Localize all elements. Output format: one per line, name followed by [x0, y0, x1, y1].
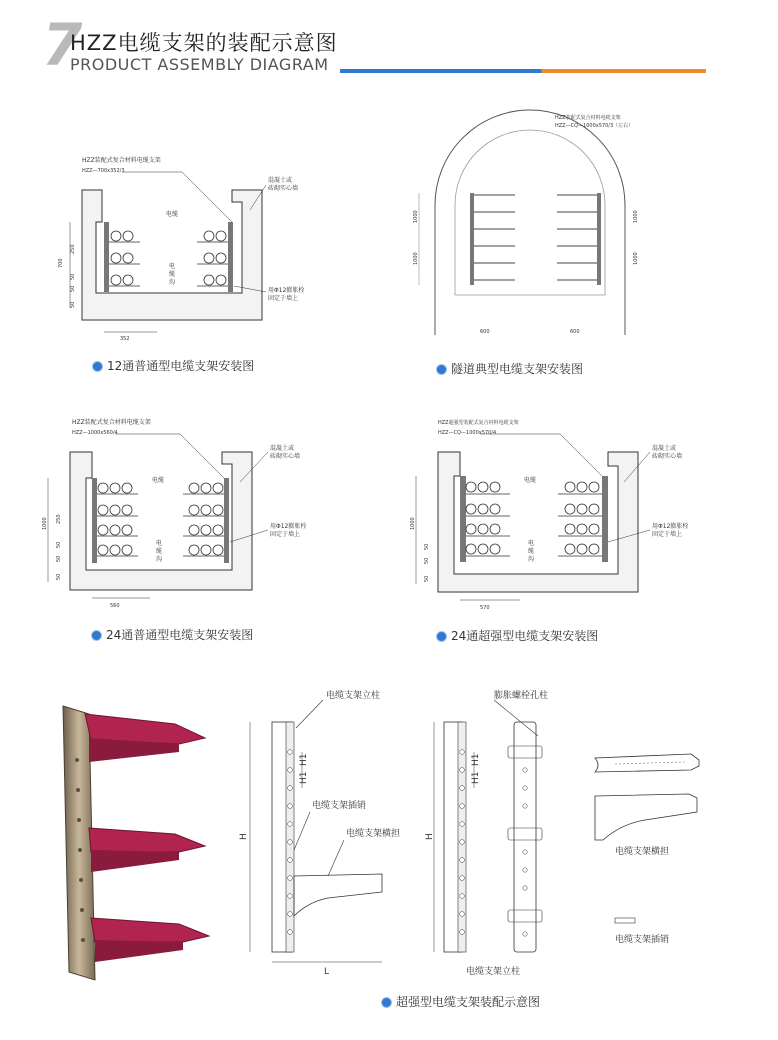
fig3-dim-w: 560: [110, 603, 120, 609]
fig4-caption: [437, 627, 598, 644]
fig4-product: HZZ超强型装配式复合材料电缆支架: [438, 420, 519, 426]
fig2-caption-text: 隧道典型电缆支架安装图: [451, 362, 584, 376]
fig3-dim-c: 50: [56, 555, 62, 562]
fig4-bolt-2: 固定于墙上: [652, 531, 683, 538]
assembly-pin-icon: [615, 918, 635, 923]
fig1-caption: [93, 357, 254, 374]
fig3-right-column: [224, 478, 229, 563]
assembly-arm-side: [595, 794, 697, 840]
page-number: 7: [42, 11, 83, 79]
page-subtitle: PRODUCT ASSEMBLY DIAGRAM: [70, 55, 329, 74]
fig1-diagram: [52, 150, 305, 350]
fig1-wall-1: 混凝土或: [268, 177, 293, 184]
fig1-dim-c: 50: [70, 285, 76, 292]
fig4-trench-3: 沟: [528, 556, 535, 563]
assembly-drawing-3: [585, 740, 715, 950]
fig4-caption-text: 24通超强型电缆支架安装图: [451, 629, 599, 643]
assembly-pin-label-2: 电缆支架插销: [615, 935, 670, 945]
fig3-model: HZZ—1000x560/4: [72, 430, 118, 436]
fig3-dim-a: 250: [56, 514, 62, 524]
fig1-right-column: [228, 222, 233, 292]
fig1-dim-a: 250: [70, 244, 76, 254]
fig3-caption-text: 24通普通型电缆支架安装图: [106, 628, 254, 642]
fig1-product: HZZ装配式复合材料电缆支架: [82, 157, 161, 164]
assembly-h2: H: [425, 833, 435, 840]
fig3-right-cables: [183, 483, 224, 556]
fig3-product: HZZ装配式复合材料电缆支架: [72, 419, 151, 426]
fig1-dim-h: 700: [58, 258, 64, 268]
fig2-product: HZZ装配式复合材料电缆支架: [555, 115, 621, 121]
fig3-diagram: [40, 412, 310, 617]
assembly-h1-b: H1: [299, 771, 309, 784]
fig1-trench-3: 沟: [169, 279, 176, 286]
assembly-l: L: [324, 967, 330, 977]
fig3-wall-1: 混凝土或: [270, 445, 295, 452]
assembly-column-label: 电缆支架立柱: [326, 691, 381, 701]
assembly-3d-arm-middle: [89, 828, 205, 852]
caption-bullet-icon: [437, 632, 446, 641]
caption-bullet-icon: [92, 631, 101, 640]
fig4-dim-d: 50: [424, 575, 430, 582]
fig2-caption: [437, 360, 583, 377]
fig4-right-column: [602, 476, 608, 562]
assembly-3d-illustration: [55, 700, 225, 990]
fig1-caption-text: 12通普通型电缆支架安装图: [107, 359, 255, 373]
assembly-h1-c: H1: [471, 753, 481, 766]
fig2-dim-1: 1000: [413, 210, 419, 223]
fig1-trench-1: 电: [169, 263, 176, 270]
assembly-arm-outline: [294, 874, 382, 916]
assembly-column-front: [514, 722, 536, 952]
fig1-left-column: [104, 222, 109, 292]
assembly-caption-text: 超强型电缆支架装配示意图: [396, 995, 541, 1009]
fig4-dim-w: 570: [480, 605, 490, 611]
caption-bullet-icon: [93, 362, 102, 371]
fig1-right-cables: [197, 231, 228, 286]
fig2-right-column: [597, 193, 601, 285]
fig4-left-cables: [466, 482, 510, 556]
fig4-model: HZZ—CQ—1000x570/4: [438, 430, 497, 436]
fig2-model: HZZ—CQ—1000x570/3（左右）: [555, 123, 634, 129]
fig2-dim-2: 1000: [413, 252, 419, 265]
assembly-column-label-2: 电缆支架立柱: [466, 967, 521, 977]
fig4-wall-1: 混凝土或: [652, 445, 677, 452]
fig3-bolt-1: 用Φ12膨胀栓: [270, 523, 307, 530]
assembly-drawing-2: [425, 680, 558, 980]
assembly-arm-label: 电缆支架横担: [346, 829, 401, 839]
fig2-left-arms: [474, 195, 515, 280]
assembly-h1-d: H1: [471, 771, 481, 784]
caption-bullet-icon: [382, 998, 391, 1007]
fig3-dim-b: 50: [56, 541, 62, 548]
assembly-pin-label: 电缆支架插销: [312, 801, 367, 811]
fig1-model: HZZ—700x352/3: [82, 168, 125, 174]
fig3-cable-label: 电缆: [152, 477, 165, 484]
fig3-left-column: [92, 478, 97, 563]
fig1-bolt-2: 固定于墙上: [268, 295, 299, 302]
fig2-dim-3: 1000: [633, 210, 639, 223]
fig4-dim-c: 50: [424, 557, 430, 564]
fig4-wall-2: 砖砌实心墙: [652, 453, 683, 460]
fig1-dim-w: 352: [120, 336, 130, 342]
fig3-trench-2: 缆: [156, 548, 163, 555]
fig1-bolt-1: 用Φ12膨胀栓: [268, 287, 305, 294]
fig4-trench-2: 缆: [528, 548, 535, 555]
fig3-left-cables: [97, 483, 138, 556]
fig1-dim-b: 50: [70, 273, 76, 280]
fig1-left-cables: [109, 231, 140, 286]
fig2-diagram: [405, 95, 655, 345]
fig3-bolt-2: 固定于墙上: [270, 531, 301, 538]
fig1-cable-label: 电缆: [166, 211, 179, 218]
fig4-diagram: [410, 412, 700, 617]
fig4-dim-b: 50: [424, 543, 430, 550]
fig2-dim-4: 1000: [633, 252, 639, 265]
fig2-dim-5: 600: [480, 329, 490, 335]
fig2-dim-6: 600: [570, 329, 580, 335]
title-underline: [340, 69, 706, 73]
caption-bullet-icon: [437, 365, 446, 374]
fig3-dim-d: 50: [56, 573, 62, 580]
fig4-left-column: [460, 476, 466, 562]
fig3-wall-2: 砖砌实心墙: [270, 453, 301, 460]
assembly-h1-a: H1: [299, 753, 309, 766]
fig3-trench-3: 沟: [156, 556, 163, 563]
fig1-trench-2: 缆: [169, 271, 176, 278]
assembly-caption: [382, 993, 540, 1010]
fig4-dim-h: 1000: [410, 517, 416, 530]
fig2-tunnel-outer: [435, 110, 625, 335]
page-title: HZZ电缆支架的装配示意图: [70, 31, 338, 55]
fig1-dim-d: 50: [70, 301, 76, 308]
fig2-left-column: [470, 193, 474, 285]
assembly-h: H: [239, 833, 249, 840]
fig1-wall-2: 砖砌实心墙: [268, 185, 299, 192]
fig2-right-arms: [557, 195, 597, 280]
fig4-right-cables: [558, 482, 602, 556]
assembly-3d-arm-bottom: [91, 918, 209, 942]
fig3-caption: [92, 626, 253, 643]
assembly-drawing-1: [228, 680, 428, 980]
fig4-bolt-1: 用Φ12膨胀栓: [652, 523, 689, 530]
fig3-dim-h: 1000: [42, 517, 48, 530]
fig3-trench-1: 电: [156, 540, 163, 547]
fig4-cable-label: 电缆: [524, 477, 537, 484]
assembly-bolt-hole-label: 膨胀螺栓孔柱: [494, 691, 549, 701]
fig4-trench-1: 电: [528, 540, 535, 547]
assembly-arm-label-2: 电缆支架横担: [615, 847, 670, 857]
